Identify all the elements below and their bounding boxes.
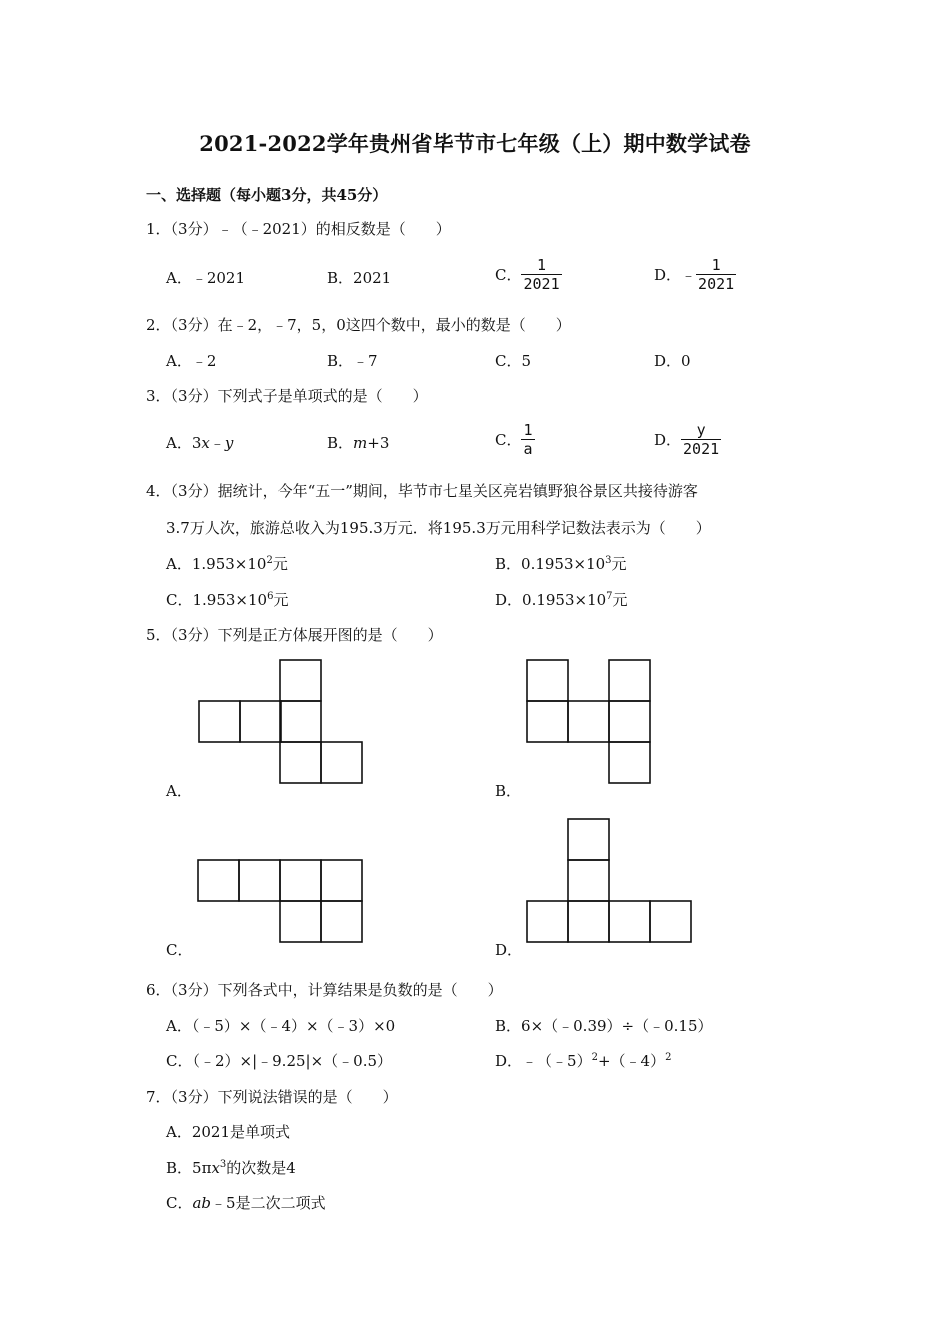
- q1-option-c: C． $\frac{1}{2021}$: [495, 256, 560, 293]
- q7-option-c: C．ab﹣5是二次二项式: [166, 1194, 326, 1212]
- fraction: $\frac{1}{2021}$: [698, 256, 735, 293]
- cube-net-d: [526, 817, 694, 945]
- q4-option-b: B．$0.1953\times 10^3$元: [495, 555, 627, 573]
- section-heading: 一、选择题（每小题3分，共45分）: [146, 186, 388, 204]
- cube-net-c: [197, 858, 365, 946]
- q1-option-a: A．﹣2021: [166, 269, 246, 287]
- q1-option-d: D．﹣ $\frac{1}{2021}$: [654, 256, 735, 293]
- q2-option-d: D．0: [654, 352, 691, 370]
- fraction: $\frac{y}{2021}$: [683, 421, 720, 458]
- q4-option-a: A．$1.953\times 10^2$元: [166, 555, 288, 573]
- q4-option-c: C．$1.953\times 10^6$元: [166, 591, 289, 609]
- q5-option-d: D．: [495, 941, 523, 959]
- q7-option-b: B．$5\pi x^3$的次数是4: [166, 1159, 296, 1177]
- q1-option-b: B．2021: [327, 269, 392, 287]
- q3-option-a: A．3x﹣y: [166, 434, 234, 452]
- question-5-stem: 5．（3分）下列是正方体展开图的是（ ）: [146, 626, 443, 644]
- q6-option-b: B．6×（﹣0.39）÷（﹣0.15）: [495, 1017, 713, 1035]
- q6-option-a: A．（﹣5）×（﹣4）×（﹣3）×0: [166, 1017, 396, 1035]
- q7-option-a: A．2021是单项式: [166, 1123, 291, 1141]
- question-7-stem: 7．（3分）下列说法错误的是（ ）: [146, 1088, 398, 1106]
- q6-option-d: D．﹣（﹣5）$^2$+（﹣4）$^2$: [495, 1052, 672, 1070]
- q3-option-d: D． $\frac{y}{2021}$: [654, 421, 720, 458]
- q5-option-a: A．: [166, 782, 192, 800]
- question-2-stem: 2．（3分）在﹣2，﹣7，5，0这四个数中，最小的数是（ ）: [146, 316, 571, 334]
- question-4-stem-line2: 3.7万人次，旅游总收入为195.3万元．将195.3万元用科学记数法表示为（ ）: [166, 519, 711, 537]
- question-4-stem-line1: 4．（3分）据统计，今年“五一”期间，毕节市七星关区亮岩镇野狼谷景区共接待游客: [146, 482, 698, 500]
- q5-option-c: C．: [166, 941, 193, 959]
- q4-option-d: D．$0.1953\times 10^7$元: [495, 591, 628, 609]
- cube-net-a: [198, 658, 366, 786]
- fraction: $\frac{1}{2021}$: [523, 256, 560, 293]
- fraction: $\frac{1}{a}$: [523, 421, 533, 458]
- page-title: 2021-2022学年贵州省毕节市七年级（上）期中数学试卷: [199, 131, 751, 156]
- q2-option-a: A．﹣2: [166, 352, 217, 370]
- question-1-stem: 1．（3分）﹣（﹣2021）的相反数是（ ）: [146, 220, 451, 238]
- q2-option-c: C．5: [495, 352, 532, 370]
- q2-option-b: B．﹣7: [327, 352, 378, 370]
- cube-net-b: [526, 658, 654, 786]
- question-3-stem: 3．（3分）下列式子是单项式的是（ ）: [146, 387, 428, 405]
- q5-option-b: B．: [495, 782, 522, 800]
- q6-option-c: C．（﹣2）×|﹣9.25|×（﹣0.5）: [166, 1052, 393, 1070]
- q3-option-c: C． $\frac{1}{a}$: [495, 421, 533, 458]
- question-6-stem: 6．（3分）下列各式中，计算结果是负数的是（ ）: [146, 981, 503, 999]
- q3-option-b: B．m+3: [327, 434, 390, 452]
